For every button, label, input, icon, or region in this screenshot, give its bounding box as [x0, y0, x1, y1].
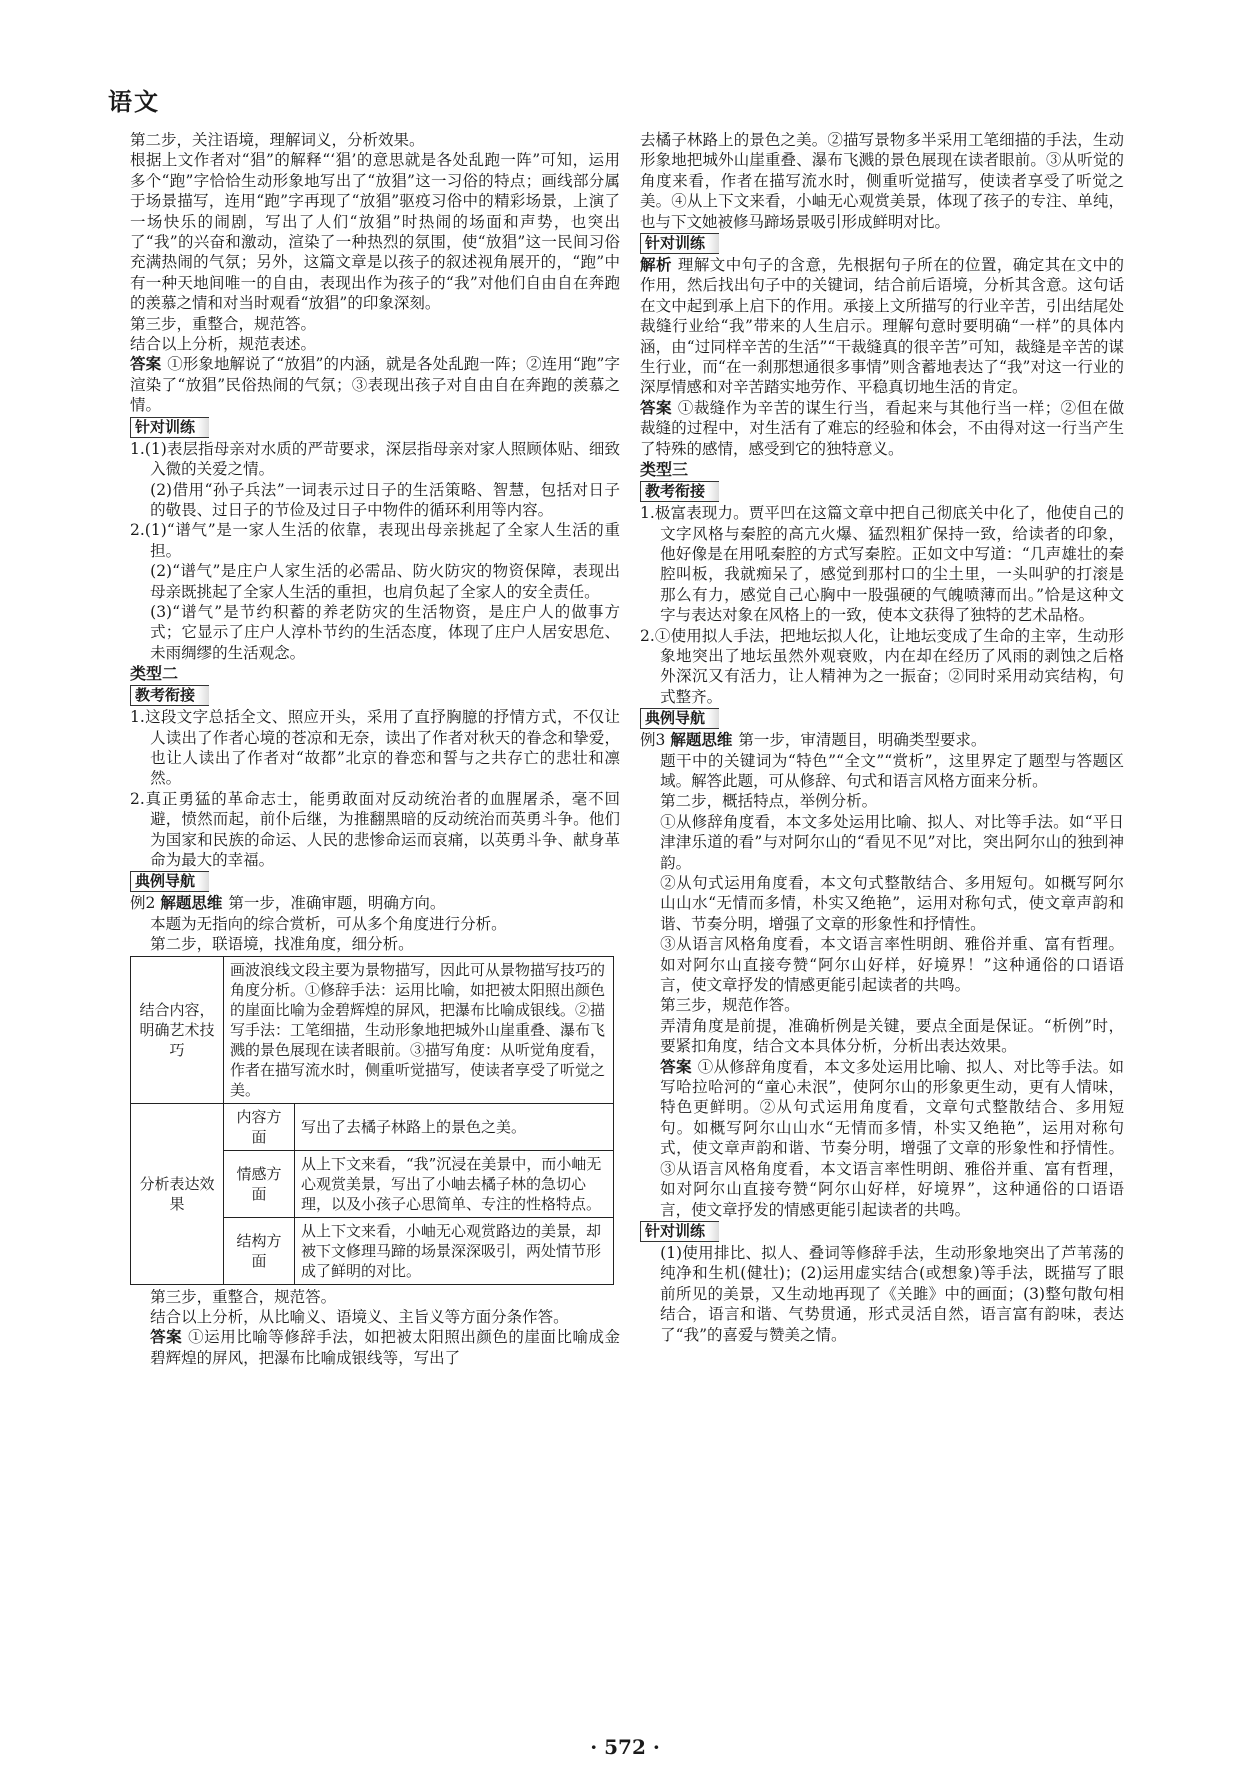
- paragraph: ③从语言风格角度看，本文语言率性明朗、雅俗并重、富有哲理。如对阿尔山直接夸赞“阿尔山好样，好境界！”这种通俗的口语语言，使文章抒发的情感更能引起读者的共鸣。: [660, 935, 1124, 995]
- step-title: 第三步，重整合，规范答。: [150, 1287, 337, 1306]
- step-title: 第二步，关注语境，理解词义，分析效果。: [130, 131, 425, 149]
- table-cell: 画波浪线文段主要为景物描写，因此可从景物描写技巧的角度分析。①修辞手法：运用比喻，如把被太阳照出颜色的崖面比喻为金碧辉煌的屏风，把瀑布比喻成银线。②描写手法：工笔细描，生动形象地把城外山崖重叠、瀑布飞溅的景色展现在读者眼前。③描写角度：从听觉角度看，作者在描写流水时，侧重听觉描写，使读者享受了听觉之美。: [224, 956, 614, 1103]
- list-item: 1.极富表现力。贾平凹在这篇文章中把自己彻底关中化了，他使自己的文字风格与秦腔的高亢火爆、猛烈粗犷保持一致，给读者的印象，他好像是在用吼秦腔的方式写秦腔。正如文中写道：“几声雄壮的秦腔叫板，我就痴呆了，感觉到那村口的尘土里，一头叫驴的打滚是那么有力，感觉自己心胸中一股强硬的气魄喷薄而出。”恰是这种文字与表达对象在风格上的一致，使本文获得了独特的艺术品格。: [640, 504, 1124, 625]
- paragraph: ②从句式运用角度看，本文句式整散结合、多用短句。如概写阿尔山山水“无情而多情，朴实又绝艳”，运用对称句式，使文章声韵和谐、节奏分明，增强了文章的形象性和抒情性。: [660, 874, 1124, 933]
- paragraph: 本题为无指向的综合赏析，可从多个角度进行分析。: [150, 914, 507, 933]
- answer-paragraph: [130, 354, 620, 415]
- answer-text: ①从修辞角度看，本文多处运用比喻、拟人、对比等手法。如写哈拉哈河的“童心未泯”，使阿尔山的形象更生动，更有人情味，特色更鲜明。②从句式运用角度看，文章句式整散结合、多用短句。如概写阿尔山山水“无情而多情，朴实又绝艳”，运用对称句式，使文章声韵和谐、节奏分明，增强了文章的形象性和抒情性。③从语言风格角度看，本文语言率性明朗、雅俗并重、富有哲理，如对阿尔山直接夸赞“阿尔山好样，好境界”，这种通俗的口语语言，使文章抒发的情感更能引起读者的共鸣。: [660, 1057, 1124, 1219]
- answer-label: 答案: [150, 1328, 183, 1347]
- answer-text: ①运用比喻等修辞手法，如把被太阳照出颜色的崖面比喻成金碧辉煌的屏风，把瀑布比喻成银线等，写出了: [150, 1328, 620, 1367]
- list-item: (2)“谱气”是庄户人家生活的必需品、防火防灾的物资保障，表现出母亲既挑起了全家人生活的重担，也肩负起了全家人的安全责任。: [150, 562, 620, 601]
- step-title: 第一步，审清题目，明确类型要求。: [738, 731, 987, 750]
- step-title: 第三步，重整合，规范答。: [130, 314, 317, 333]
- section-tag-example: 典例导航: [130, 871, 209, 892]
- table-cell: 结合内容，明确艺术技巧: [131, 956, 224, 1103]
- table-cell: 从上下文来看，“我”沉浸在美景中，而小岫无心观赏美景，写出了小岫去橘子林的急切心理，以及小孩子心思简单、专注的性格特点。: [295, 1150, 614, 1217]
- step-title: 第一步，准确审题，明确方向。: [228, 894, 446, 913]
- example-label: 例3: [640, 731, 666, 750]
- section-tag-link: 教考衔接: [640, 481, 719, 502]
- list-item: (2)借用“孙子兵法”一词表示过日子的生活策略、智慧，包括对日子的敬畏、过日子的节俭及过日子中物件的循环利用等内容。: [150, 480, 620, 519]
- table-cell: 从上下文来看，小岫无心观赏路边的美景，却被下文修理马蹄的场景深深吸引，两处情节形成了鲜明的对比。: [295, 1217, 614, 1284]
- paragraph: ①从修辞角度看，本文多处运用比喻、拟人、对比等手法。如“平日津津乐道的看”与对阿尔山的“看见不见”对比，突出阿尔山的独到神韵。: [660, 812, 1124, 872]
- table-cell: 结构方面: [224, 1217, 295, 1284]
- paragraph: 题干中的关键词为“特色”“全文”“赏析”，这里界定了题型与答题区域。解答此题，可从修辞、句式和语言风格方面来分析。: [660, 751, 1124, 790]
- table-cell: 分析表达效果: [131, 1103, 224, 1284]
- step-title: 第二步，联语境，找准角度，细分析。: [150, 935, 414, 954]
- section-tag-example: 典例导航: [640, 708, 719, 729]
- answer-paragraph: [640, 398, 1124, 459]
- paragraph: 根据上文作者对“猖”的解释“‘猖’的意思就是各处乱跑一阵”可知，运用多个“跑”字恰恰生动形象地写出了“放猖”这一习俗的特点；画线部分属于场景描写，连用“跑”字再现了“放猖”驱疫习俗中的精彩场景，上演了一场快乐的闹剧，写出了人们“放猖”时热闹的场面和声势，也突出了“我”的兴奋和激动，渲染了一种热烈的氛围，使“放猖”这一民间习俗充满热闹的气氛；另外，这篇文章是以孩子的叙述视角展开的，“跑”中有一种天地间唯一的自由，表现出作为孩子的“我”对他们自由自在奔跑的羡慕之情和对当时观看“放猖”的印象深刻。: [130, 151, 620, 313]
- section-tag-training: 针对训练: [640, 233, 719, 254]
- paragraph: (1)使用排比、拟人、叠词等修辞手法，生动形象地突出了芦苇荡的纯净和生机(健壮)；(2)运用虚实结合(或想象)等手法，既描写了眼前所见的美景，又生动地再现了《关雎》中的画面；(3)整句散句相结合，语言和谐、气势贯通，形式灵活自然，语言富有韵味，表达了“我”的喜爱与赞美之情。: [660, 1243, 1124, 1344]
- answer-paragraph: [130, 1327, 620, 1368]
- example-heading: [130, 893, 620, 913]
- analysis-table: [130, 956, 614, 1285]
- table-cell: 情感方面: [224, 1150, 295, 1217]
- list-item: 2.①使用拟人手法，把地坛拟人化，让地坛变成了生命的主宰，生动形象地突出了地坛虽然外观衰败，内在却在经历了风雨的剥蚀之后格外深沉又有活力，让人精神为之一振奋；②同时采用动宾结构，句式整齐。: [640, 626, 1124, 706]
- left-column: [130, 130, 620, 1368]
- section-tag-training: 针对训练: [130, 417, 209, 438]
- example-head: 解题思维: [160, 894, 223, 913]
- list-item: 1.这段文字总括全文、照应开头，采用了直抒胸臆的抒情方式，不仅让人读出了作者心境的苍凉和无奈，读出了作者对秋天的眷念和挚爱，也让人读出了作者对“故都”北京的眷恋和誓与之共存亡的悲壮和凛然。: [130, 708, 620, 788]
- example-heading: [640, 730, 1124, 750]
- section-tag-link: 教考衔接: [130, 685, 209, 706]
- analysis-paragraph: [640, 255, 1124, 398]
- section-title: 类型三: [640, 460, 689, 480]
- page-number: · 572 ·: [590, 1735, 660, 1759]
- answer-label: 答案: [130, 355, 162, 374]
- table-cell: 内容方面: [224, 1103, 295, 1150]
- answer-text: ①形象地解说了“放猖”的内涵，就是各处乱跑一阵；②连用“跑”字渲染了“放猖”民俗热闹的气氛；③表现出孩子对自由自在奔跑的羡慕之情。: [130, 355, 620, 415]
- answer-label: 答案: [640, 398, 672, 417]
- analysis-label: 解析: [640, 256, 672, 275]
- paragraph: 结合以上分析，从比喻义、语境义、主旨义等方面分条作答。: [150, 1308, 569, 1327]
- paragraph: 去橘子林路上的景色之美。②描写景物多半采用工笔细描的手法，生动形象地把城外山崖重叠、瀑布飞溅的景色展现在读者眼前。③从听觉的角度来看，作者在描写流水时，侧重听觉描写，使读者享受了听觉之美。④从上下文来看，小岫无心观赏美景，体现了孩子的专注、单纯，也与下文她被修马蹄场景吸引形成鲜明对比。: [640, 131, 1124, 231]
- answer-paragraph: [640, 1057, 1124, 1220]
- paragraph: 结合以上分析，规范表述。: [130, 335, 317, 354]
- example-label: 例2: [130, 894, 156, 913]
- section-tag-training: 针对训练: [640, 1221, 719, 1242]
- list-item: (3)“谱气”是节约积蓄的养老防灾的生活物资，是庄户人的做事方式；它显示了庄户人淳朴节约的生活态度，体现了庄户人居安思危、未雨绸缪的生活观念。: [150, 602, 620, 662]
- list-item: 2.真正勇猛的革命志士，能勇敢面对反动统治者的血腥屠杀，毫不回避，愤然而起，前仆后继，为推翻黑暗的反动统治而英勇斗争。他们为国家和民族的命运、人民的悲惨命运而哀痛，以英勇斗争、献身革命为最大的幸福。: [130, 789, 620, 869]
- answer-label: 答案: [660, 1057, 692, 1076]
- example-head: 解题思维: [670, 731, 733, 750]
- answer-text: ①裁缝作为辛苦的谋生行当，看起来与其他行当一样；②但在做裁缝的过程中，对生活有了难忘的经验和体会，不由得对这一行当产生了特殊的感情，感受到它的独特意义。: [640, 398, 1124, 458]
- paragraph: 弄清角度是前提，准确析例是关键，要点全面是保证。“析例”时，要紧扣角度，结合文本具体分析，分析出表达效果。: [660, 1016, 1124, 1056]
- step-title: 第三步，规范作答。: [660, 996, 800, 1015]
- list-item: 1.(1)表层指母亲对水质的严苛要求，深层指母亲对家人照顾体贴、细致入微的关爱之情。: [130, 439, 620, 479]
- section-title: 类型二: [130, 664, 179, 684]
- step-title: 第二步，概括特点，举例分析。: [660, 792, 878, 811]
- subject-header: 语文: [108, 88, 160, 116]
- list-item: 2.(1)“谱气”是一家人生活的依靠，表现出母亲挑起了全家人生活的重担。: [130, 521, 620, 560]
- table-cell: 写出了去橘子林路上的景色之美。: [295, 1103, 614, 1150]
- analysis-text: 理解文中句子的含意，先根据句子所在的位置，确定其在文中的作用，然后找出句子中的关键词，结合前后语境，分析其含意。这句话在文中起到承上启下的作用。承接上文所描写的行业辛苦，引出结尾处裁缝行业给“我”带来的人生启示。理解句意时要明确“一样”的具体内涵，由“过同样辛苦的生活”“干裁缝真的很辛苦”可知，裁缝是辛苦的谋生行业，而“在一刹那想通很多事情”则含蓄地表达了“我”对这一行业的深厚情感和对辛苦踏实地劳作、平稳真切地生活的肯定。: [640, 256, 1124, 397]
- right-column: [640, 130, 1124, 1345]
